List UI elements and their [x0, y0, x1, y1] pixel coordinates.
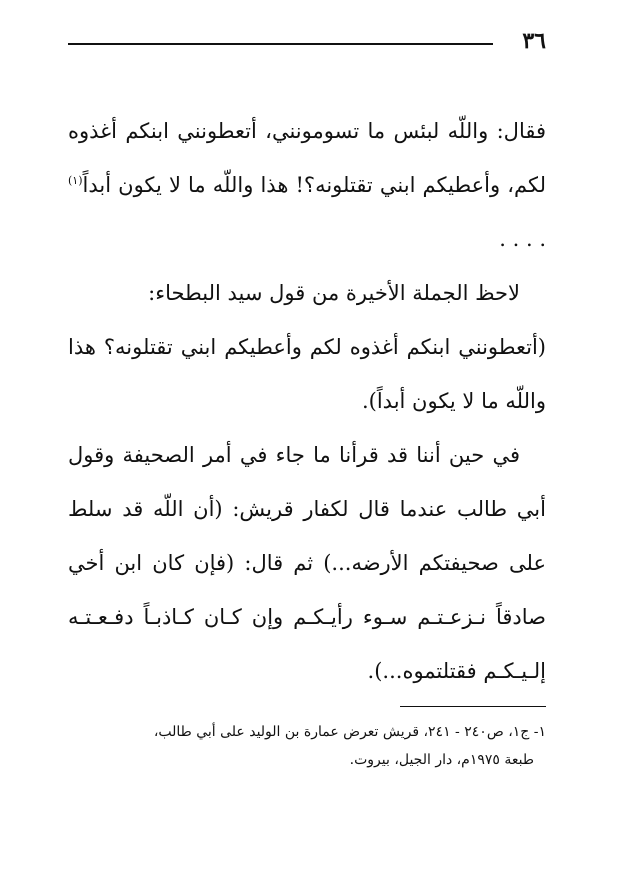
footnote-line: طبعة ١٩٧٥م، دار الجيل، بيروت. — [349, 752, 534, 768]
paragraph-repeated-quote: (أتعطونني ابنكم أغذوه لكم وأعطيكم ابني تقتلونه؟ هذا واللّه ما لا يكون أبداً). — [68, 335, 546, 413]
footnote-rule — [400, 706, 546, 707]
footnote-line: ١- ج١، ص٢٤٠ - ٢٤١، قريش تعرض عمارة بن الوليد على أبي طالب، — [153, 724, 546, 740]
footnote — [68, 718, 546, 774]
paragraph-text: فقال: واللّه لبئس ما تسومونني، أتعطونني ابنكم أغذوه لكم، وأعطيكم ابني تقتلونه؟! هذا واللّه ما لا يكون أبداً — [68, 119, 546, 197]
paragraph-text: . . . . — [499, 227, 546, 251]
paragraph-note: لاحظ الجملة الأخيرة من قول سيد البطحاء: — [148, 281, 520, 305]
page-number: ٣٦ — [522, 28, 546, 54]
paragraph-quote-abu-talib — [68, 104, 546, 266]
footnote-reference: (١) — [68, 174, 83, 187]
body-text — [68, 104, 546, 698]
header-rule — [68, 43, 493, 45]
page-header — [68, 28, 546, 58]
paragraph-sahifa: في حين أننا قد قرأنا ما جاء في أمر الصحيفة وقول أبي طالب عندما قال لكفار قريش: (أن اللّه قد سلط على صحيفتكم الأرضه...) ثم قال: (فإن كان ابن أخي صادقاً نـزعـتـم سـوء رأيـكـم وإن كـان كـاذبـاً دفـعـتـه إلـيـكـم فقتلتموه...). — [68, 443, 546, 683]
